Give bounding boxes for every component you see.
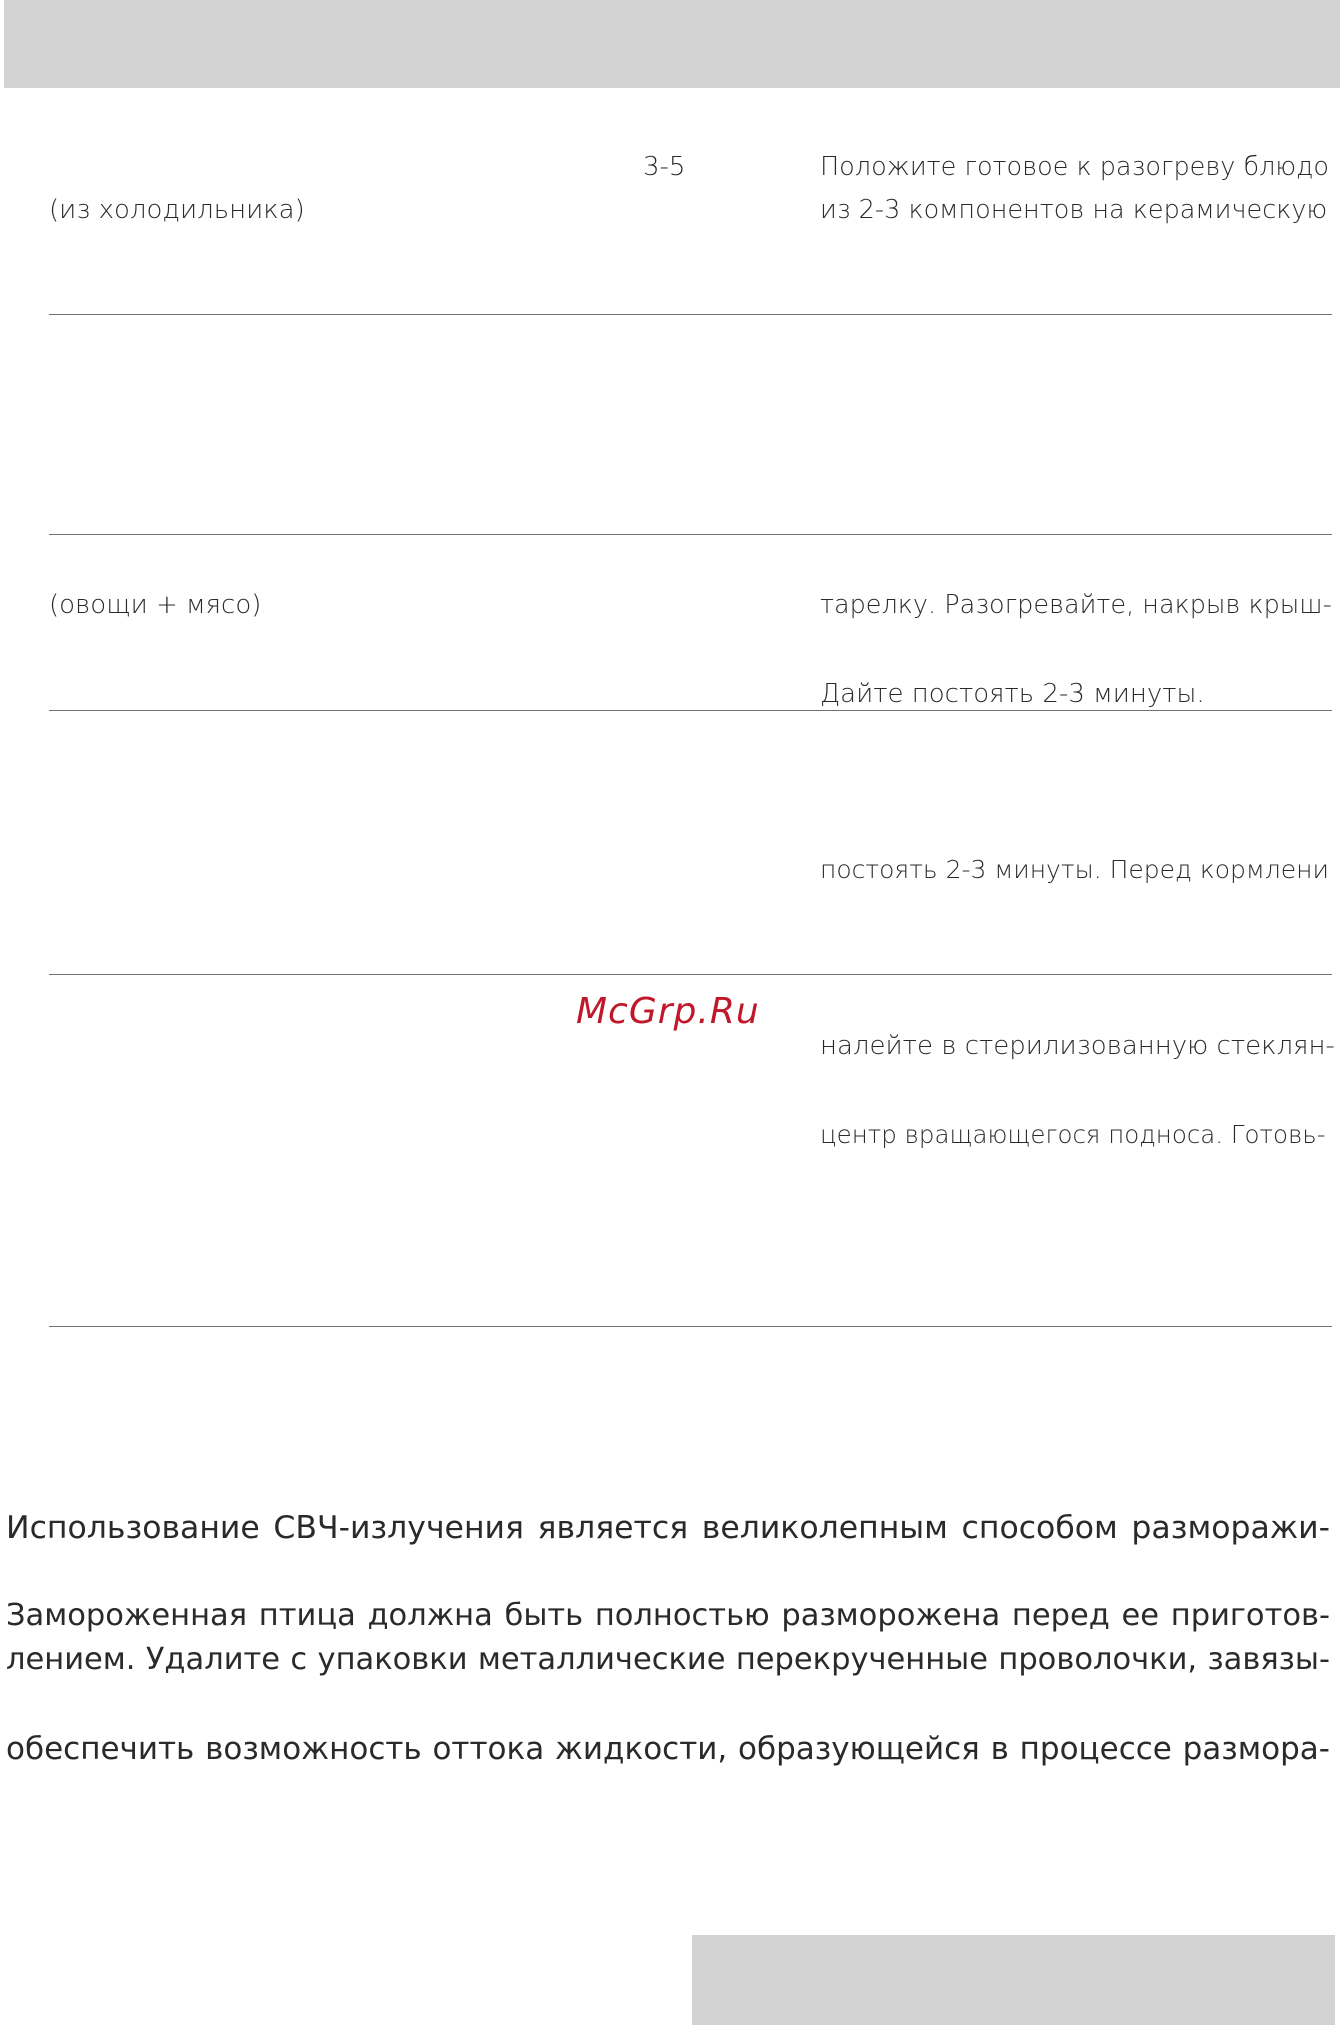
instruction-cell: Положите готовое к разогреву блюдо <box>820 152 1329 182</box>
watermark: McGrp.Ru <box>576 991 760 1032</box>
instruction-cell: Дайте постоять 2-3 минуты. <box>820 679 1205 709</box>
body-text-line: Использование СВЧ-излучения является великолепным способом разморажи- <box>6 1510 1330 1546</box>
table-row-divider <box>49 534 1332 535</box>
product-cell: (овощи + мясо) <box>49 590 262 620</box>
table-row-divider <box>49 314 1332 315</box>
instruction-cell: тарелку. Разогревайте, накрыв крыш- <box>820 590 1332 620</box>
instruction-cell: налейте в стерилизованную стеклян- <box>820 1031 1335 1061</box>
footer-bar <box>692 1935 1335 2025</box>
table-row-divider <box>49 1326 1332 1327</box>
body-text-line: обеспечить возможность оттока жидкости, образующейся в процессе размора- <box>6 1731 1330 1767</box>
body-text-line: лением. Удалите с упаковки металлические перекрученные проволочки, завязы- <box>6 1642 1330 1677</box>
instruction-cell: из 2-3 компонентов на керамическую <box>820 195 1328 225</box>
table-row-divider <box>49 710 1332 711</box>
instruction-cell: центр вращающегося подноса. Готовь- <box>820 1120 1326 1149</box>
instruction-cell: постоять 2-3 минуты. Перед кормлени <box>820 855 1329 884</box>
body-text-line: Замороженная птица должна быть полностью разморожена перед ее приготов- <box>6 1598 1330 1633</box>
table-row-divider <box>49 974 1332 975</box>
time-cell: 3-5 <box>643 152 686 182</box>
product-cell: (из холодильника) <box>49 195 305 225</box>
header-bar <box>4 0 1340 88</box>
